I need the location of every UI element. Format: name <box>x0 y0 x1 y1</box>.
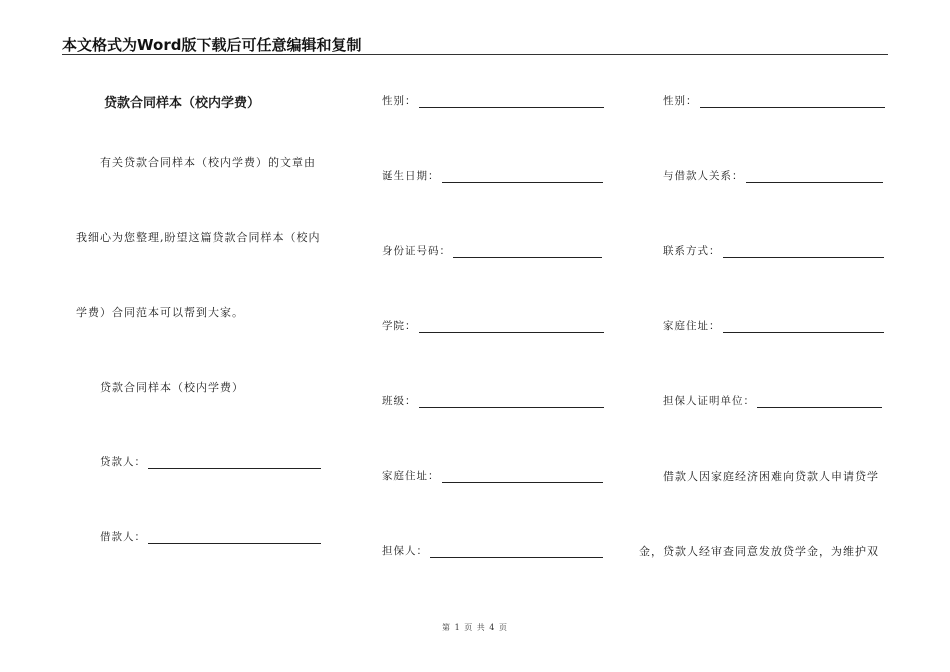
intro-line-3: 学费）合同范本可以帮到大家。 <box>76 306 244 319</box>
id-number-blank-line[interactable] <box>453 245 602 258</box>
guarantor-address-blank-line[interactable] <box>723 320 884 333</box>
lender-field[interactable] <box>100 454 321 469</box>
relationship-label: 与借款人关系： <box>663 170 744 182</box>
college-blank-line[interactable] <box>419 320 604 333</box>
contact-blank-line[interactable] <box>723 245 884 258</box>
borrower-field[interactable] <box>100 529 321 544</box>
paragraph-line-2: 金，贷款人经审查同意发放贷学金，为维护双 <box>639 545 879 558</box>
paragraph-line-1: 借款人因家庭经济困难向贷款人申请贷学 <box>663 470 879 483</box>
class-label: 班级： <box>382 395 417 407</box>
borrower-gender-blank-line[interactable] <box>419 95 604 108</box>
id-number-field[interactable] <box>382 243 602 258</box>
birth-date-label: 诞生日期： <box>382 170 440 182</box>
middle-column <box>340 0 630 672</box>
intro-line-2: 我细心为您整理,盼望这篇贷款合同样本（校内 <box>76 231 321 244</box>
borrower-blank-line[interactable] <box>148 531 321 544</box>
borrower-label: 借款人： <box>100 531 146 543</box>
guarantor-gender-label: 性别： <box>663 95 698 107</box>
class-field[interactable] <box>382 393 604 408</box>
relationship-blank-line[interactable] <box>746 170 883 183</box>
left-column <box>0 0 340 672</box>
contact-label: 联系方式： <box>663 245 721 257</box>
guarantor-address-field[interactable] <box>663 318 884 333</box>
guarantor-address-label: 家庭住址： <box>663 320 721 332</box>
borrower-address-field[interactable] <box>382 468 603 483</box>
birth-date-blank-line[interactable] <box>442 170 603 183</box>
page-indicator: 第 1 页 共 4 页 <box>442 623 508 632</box>
borrower-gender-label: 性别： <box>382 95 417 107</box>
relationship-field[interactable] <box>663 168 883 183</box>
borrower-address-blank-line[interactable] <box>442 470 603 483</box>
header-title: 本文格式为Word版下载后可任意编辑和复制 <box>62 36 362 54</box>
borrower-address-label: 家庭住址： <box>382 470 440 482</box>
id-number-label: 身份证号码： <box>382 245 451 257</box>
lender-blank-line[interactable] <box>148 456 321 469</box>
class-blank-line[interactable] <box>419 395 604 408</box>
college-label: 学院： <box>382 320 417 332</box>
guarantor-field[interactable] <box>382 543 603 558</box>
guarantor-label: 担保人： <box>382 545 428 557</box>
right-column <box>630 0 950 672</box>
contact-field[interactable] <box>663 243 884 258</box>
college-field[interactable] <box>382 318 604 333</box>
guarantor-blank-line[interactable] <box>430 545 603 558</box>
guarantor-employer-field[interactable] <box>663 393 882 408</box>
document-title: 贷款合同样本（校内学费） <box>104 96 261 111</box>
guarantor-employer-label: 担保人证明单位： <box>663 395 755 407</box>
guarantor-gender-field[interactable] <box>663 93 885 108</box>
borrower-gender-field[interactable] <box>382 93 604 108</box>
lender-label: 贷款人： <box>100 456 146 468</box>
guarantor-employer-blank-line[interactable] <box>757 395 882 408</box>
birth-date-field[interactable] <box>382 168 603 183</box>
intro-line-1: 有关贷款合同样本（校内学费）的文章由 <box>100 156 316 169</box>
guarantor-gender-blank-line[interactable] <box>700 95 885 108</box>
contract-subtitle: 贷款合同样本（校内学费） <box>100 381 244 394</box>
